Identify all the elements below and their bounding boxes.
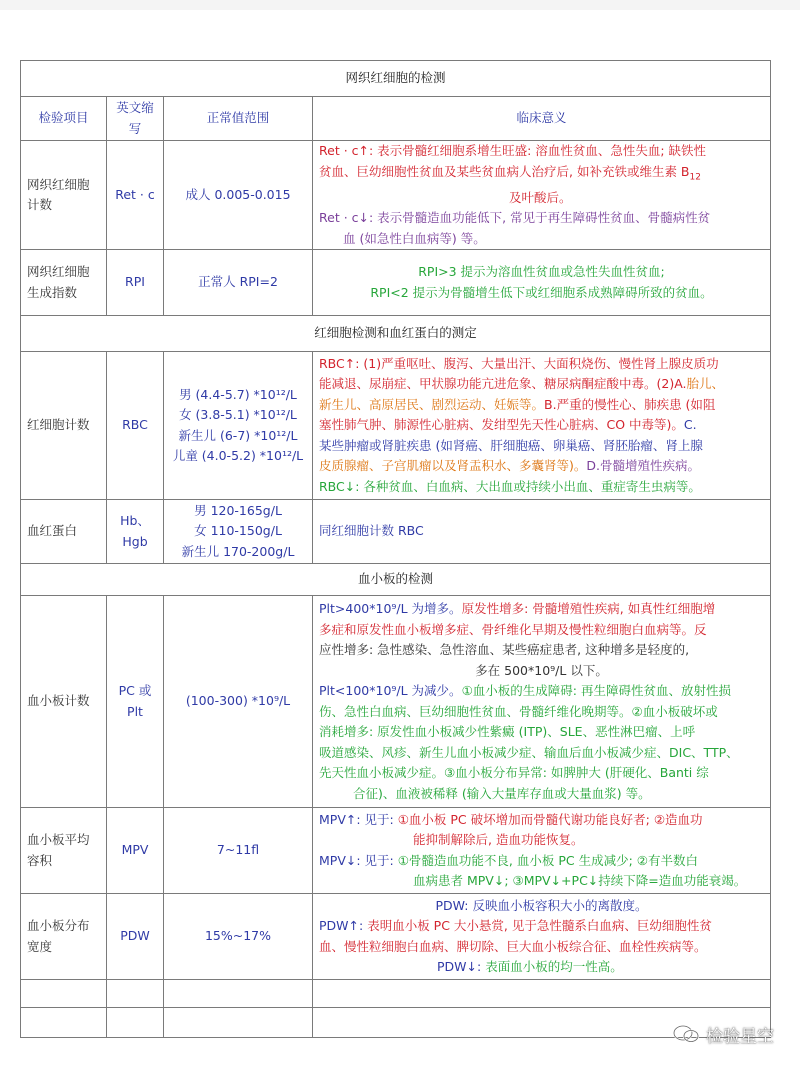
table-row [21, 894, 771, 980]
meaning-text: 多症和原发性血小板增多症、骨纤维化早期及慢性粒细胞白血病等。反 [319, 621, 707, 637]
meaning-text: 消耗增多: 原发性血小板减少性紫癜 (ITP)、SLE、恶性淋巴瘤、上呼 [319, 724, 696, 739]
header-meaning: 临床意义 [313, 97, 771, 141]
section-row [21, 564, 771, 596]
meaning-text: Plt<100*10⁹/L 为减少。 [319, 683, 462, 698]
meaning-text: RPI<2 提示为骨髓增生低下或红细胞系成熟障碍所致的贫血。 [370, 284, 713, 300]
range-line: 男 120-165g/L [194, 502, 282, 518]
meaning-text: 及叶酸后。 [509, 189, 572, 205]
meaning-text: ①骨髓造血功能不良, 血小板 PC 生成减少; ②有半数白 [397, 852, 698, 868]
meaning-text: Plt>400*10⁹/L 为增多。 [319, 601, 462, 616]
top-bar [0, 0, 800, 10]
range-line: 新生儿 (6-7) *10¹²/L [178, 427, 298, 443]
meaning-text: 伤、急性白血病、巨幼细胞性贫血、骨髓纤维化晚期等。②血小板破坏或 [319, 703, 718, 719]
meaning-text: MPV↓: 见于: [319, 852, 398, 868]
meaning-text: 某些肿瘤或肾脏疾患 (如肾癌、肝细胞癌、卵巢癌、肾胚胎瘤、肾上腺 [319, 437, 703, 453]
meaning-text: (2)A. [656, 376, 687, 392]
meaning-text: 塞性肺气肿、肺源性心脏病、发绀型先天性心脏病、CO 中毒等)。 [319, 417, 684, 433]
wechat-icon [672, 1024, 700, 1044]
item-name: 血小板平均容积 [21, 808, 107, 894]
meaning-text: 表面血小板的均一性高。 [485, 959, 623, 974]
item-range [164, 500, 313, 564]
range-line: 儿童 (4.0-5.2) *10¹²/L [172, 448, 304, 463]
meaning-text: RBC↓: 各种贫血、白血病、大出血或持续小出血、重症寄生虫病等。 [319, 478, 701, 494]
item-abbr [107, 500, 164, 564]
empty-row [21, 980, 771, 1008]
item-range: (100-300) *10⁹/L [164, 596, 313, 808]
item-range [164, 352, 313, 500]
item-name: 红细胞计数 [21, 352, 107, 500]
item-abbr: RPI [107, 250, 164, 316]
meaning-text: 能抑制解除后, 造血功能恢复。 [413, 832, 584, 847]
empty-cell [107, 1008, 164, 1038]
range-line: 女 (3.8-5.1) *10¹²/L [179, 407, 297, 422]
meaning-text: MPV↑: 见于: [319, 811, 398, 827]
header-row [21, 97, 771, 141]
table-row [21, 596, 771, 808]
meaning-text: PDW↓: [437, 959, 486, 974]
table-row [21, 250, 771, 316]
meaning-down [319, 208, 764, 249]
item-range: 15%~17% [164, 894, 313, 980]
meaning-text: RPI>3 提示为溶血性贫血或急性失血性贫血; [418, 264, 665, 279]
item-range: 成人 0.005-0.015 [164, 141, 313, 250]
empty-cell [164, 980, 313, 1008]
item-meaning [313, 352, 771, 500]
meaning-text: 新生儿、高原居民、剧烈运动、妊娠等。 [319, 396, 545, 412]
meaning-subscript: 12 [689, 172, 701, 182]
empty-cell [21, 1008, 107, 1038]
meaning-text: ①血小板的生成障碍: 再生障碍性贫血、放射性损 [461, 683, 731, 698]
meaning-up [319, 141, 764, 208]
header-item: 检验项目 [21, 97, 107, 141]
meaning-text: 血、慢性粒细胞白血病、脾切除、巨大血小板综合征、血栓性疾病等。 [319, 938, 707, 954]
lab-test-table [20, 60, 771, 1038]
item-range: 7~11fl [164, 808, 313, 894]
meaning-text: B.严重的慢性心、肺疾患 (如阻 [544, 396, 716, 412]
item-meaning: 同红细胞计数 RBC [313, 500, 771, 564]
abbr-line: Hb、 [120, 513, 150, 528]
meaning-text: 胎儿、 [686, 376, 725, 392]
meaning-text: PDW: 反映血小板容积大小的离散度。 [435, 897, 648, 913]
item-name: 血红蛋白 [21, 500, 107, 564]
table-row [21, 141, 771, 250]
meaning-text: C. [683, 417, 697, 433]
watermark [672, 1020, 774, 1048]
meaning-text: 原发性增多: 骨髓增殖性疾病, 如真性红细胞增 [461, 601, 716, 616]
meaning-text: 血 (如急性白血病等) 等。 [343, 230, 486, 246]
header-abbr: 英文缩写 [107, 97, 164, 141]
meaning-text: 血病患者 MPV↓; ③MPV↓+PC↓持续下降=造血功能衰竭。 [413, 873, 747, 888]
item-abbr: Ret · c [107, 141, 164, 250]
item-name: 血小板分布宽度 [21, 894, 107, 980]
item-abbr: PDW [107, 894, 164, 980]
meaning-text: 皮质腺瘤、子宫肌瘤以及肾盂积水、多囊肾等)。 [319, 458, 587, 474]
item-range: 正常人 RPI=2 [164, 250, 313, 316]
empty-cell [107, 980, 164, 1008]
item-abbr: RBC [107, 352, 164, 500]
meaning-text: 先天性血小板减少症。③血小板分布异常: 如脾肿大 (肝硬化、Banti 综 [319, 765, 709, 780]
table-row [21, 352, 771, 500]
range-line: 男 (4.4-5.7) *10¹²/L [179, 386, 297, 402]
meaning-text: 应性增多: 急性感染、急性溶血、某些癌症患者, 这种增多是轻度的, [319, 642, 690, 657]
empty-row [21, 1008, 771, 1038]
empty-cell [164, 1008, 313, 1038]
meaning-text: 多在 500*10⁹/L 以下。 [475, 662, 608, 678]
item-name: 网织红细胞生成指数 [21, 250, 107, 316]
empty-cell [21, 980, 107, 1008]
meaning-text: RBC↑: (1)严重呕吐、腹泻、大量出汗、大面积烧伤、慢性肾上腺皮质功 [319, 355, 719, 371]
item-meaning [313, 250, 771, 316]
table-row [21, 808, 771, 894]
item-meaning [313, 141, 771, 250]
range-line: 女 110-150g/L [194, 523, 282, 539]
range-line: 新生儿 170-200g/L [181, 543, 295, 559]
item-name: 网织红细胞计数 [21, 141, 107, 250]
meaning-text: 合征)、血液被稀释 (输入大量库存血或大量血浆) 等。 [353, 785, 651, 801]
meaning-text: PDW↑: [319, 918, 368, 933]
empty-cell [313, 980, 771, 1008]
meaning-text: Ret · c↓: 表示骨髓造血功能低下, 常见于再生障碍性贫血、骨髓病性贫 [319, 210, 711, 225]
table-title: 网织红细胞的检测 [21, 61, 771, 97]
meaning-text: D.骨髓增殖性疾病。 [586, 458, 700, 474]
watermark-text: 检验星空 [706, 1026, 774, 1047]
item-name: 血小板计数 [21, 596, 107, 808]
item-abbr: MPV [107, 808, 164, 894]
meaning-text: 表明血小板 PC 大小悬赏, 见于急性髓系白血病、巨幼细胞性贫 [367, 918, 712, 933]
meaning-text: Ret · c↑: 表示骨髓红细胞系增生旺盛: 溶血性贫血、急性失血; 缺铁性 [319, 143, 707, 158]
item-meaning [313, 808, 771, 894]
title-row [21, 61, 771, 97]
meaning-text: ①血小板 PC 破坏增加而骨髓代谢功能良好者; ②造血功 [397, 811, 703, 827]
item-abbr: PC 或 Plt [107, 596, 164, 808]
meaning-text: 吸道感染、风疹、新生儿血小板减少症、输血后血小板减少症、DIC、TTP、 [319, 744, 739, 760]
meaning-text: 贫血、巨幼细胞性贫血及某些贫血病人治疗后, 如补充铁或维生素 B [319, 163, 690, 179]
table-row [21, 500, 771, 564]
section-title: 血小板的检测 [21, 564, 771, 596]
section-title: 红细胞检测和血红蛋白的测定 [21, 316, 771, 352]
section-row [21, 316, 771, 352]
item-meaning [313, 894, 771, 980]
abbr-line: Hgb [122, 533, 148, 549]
item-meaning [313, 596, 771, 808]
header-range: 正常值范围 [164, 97, 313, 141]
meaning-text: 能减退、尿崩症、甲状腺功能亢进危象、糖尿病酮症酸中毒。 [319, 376, 657, 392]
